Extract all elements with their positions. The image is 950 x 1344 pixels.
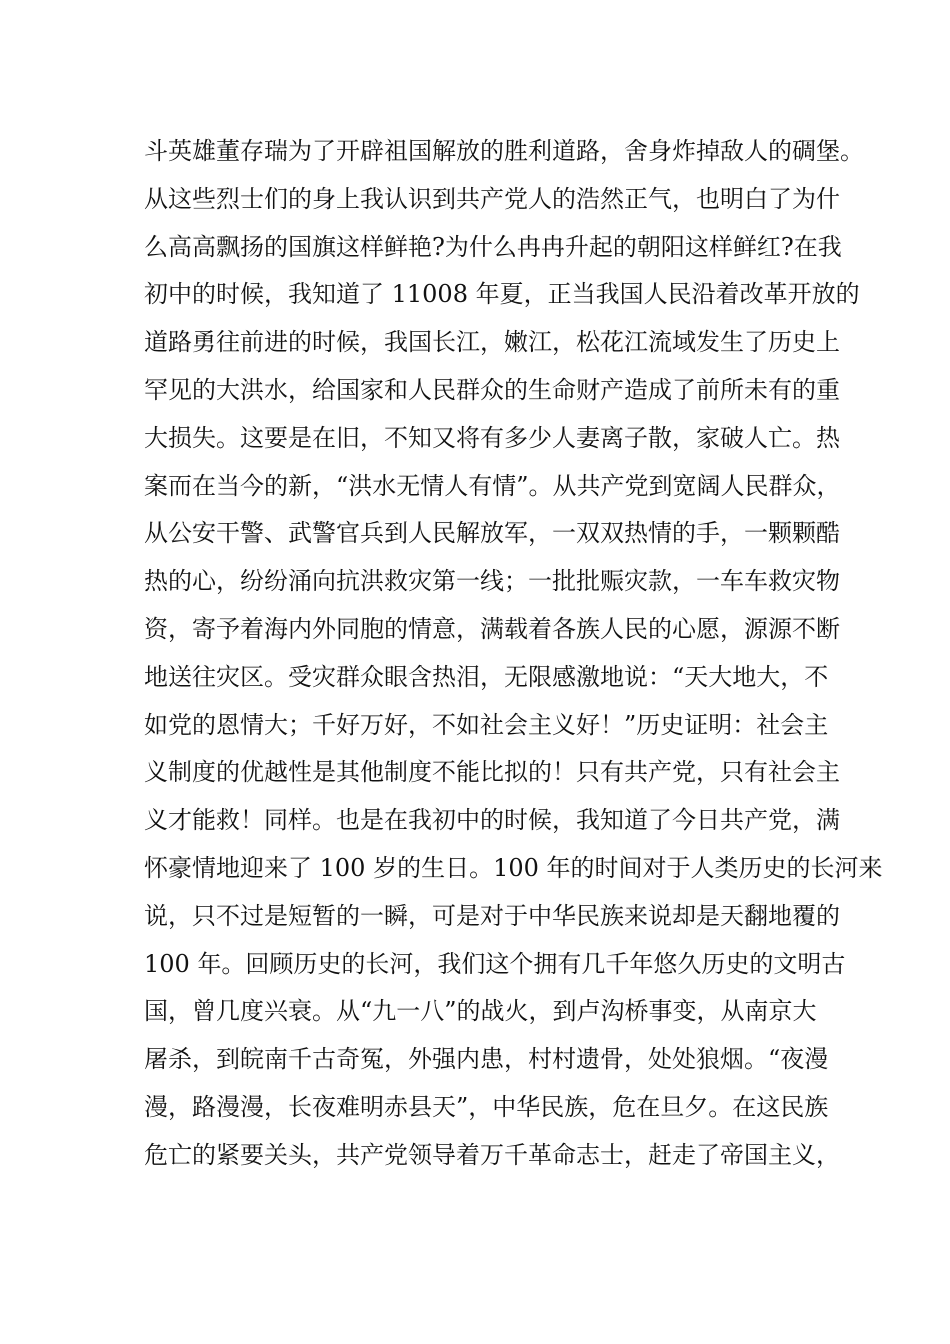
text-line-18: 100 年。回顾历史的长河，我们这个拥有几千年悠久历史的文明古 bbox=[144, 949, 846, 978]
text-line-3: 么高高飘扬的国旗这样鲜艳?为什么冉冉升起的朝阳这样鲜红?在我 bbox=[144, 232, 842, 261]
text-line-6: 罕见的大洪水，给国家和人民群众的生命财产造成了前所未有的重 bbox=[144, 375, 840, 404]
text-line-22: 危亡的紧要关头，共产党领导着万千革命志士，赶走了帝国主义， bbox=[144, 1140, 840, 1169]
text-line-4: 初中的时候，我知道了 11008 年夏，正当我国人民沿着改革开放的 bbox=[144, 280, 860, 309]
text-line-13: 如党的恩情大；千好万好，不如社会主义好！”历史证明：社会主 bbox=[144, 710, 829, 739]
text-line-8: 案而在当今的新，“洪水无情人有情”。从共产党到宽阔人民群众， bbox=[144, 471, 841, 500]
text-line-21: 漫，路漫漫，长夜难明赤县天”，中华民族，危在旦夕。在这民族 bbox=[144, 1092, 829, 1121]
text-line-19: 国，曾几度兴衰。从“九一八”的战火，到卢沟桥事变，从南京大 bbox=[144, 997, 817, 1026]
text-line-11: 资，寄予着海内外同胞的情意，满载着各族人民的心愿，源源不断 bbox=[144, 614, 840, 643]
text-line-5: 道路勇往前进的时候，我国长江，嫩江，松花江流域发生了历史上 bbox=[144, 328, 840, 357]
text-line-1: 斗英雄董存瑞为了开辟祖国解放的胜利道路，舍身炸掉敌人的碉堡。 bbox=[144, 137, 864, 165]
text-line-20: 屠杀，到皖南千古奇冤，外强内患，村村遗骨，处处狼烟。“夜漫 bbox=[144, 1045, 829, 1074]
body-text bbox=[144, 128, 883, 1180]
text-line-16: 怀豪情地迎来了 100 岁的生日。100 年的时间对于人类历史的长河来 bbox=[144, 853, 883, 882]
text-line-17: 说，只不过是短暂的一瞬，可是对于中华民族来说却是天翻地覆的 bbox=[144, 901, 840, 930]
text-line-2: 从这些烈士们的身上我认识到共产党人的浩然正气，也明白了为什 bbox=[144, 184, 840, 213]
text-line-9: 从公安干警、武警官兵到人民解放军，一双双热情的手，一颗颗酷 bbox=[144, 519, 840, 548]
text-line-12: 地送往灾区。受灾群众眼含热泪，无限感激地说：“天大地大，不 bbox=[144, 662, 829, 691]
text-line-10: 热的心，纷纷涌向抗洪救灾第一线；一批批赈灾款，一车车救灾物 bbox=[144, 567, 840, 596]
text-line-7: 大损失。这要是在旧，不知又将有多少人妻离子散，家破人亡。热 bbox=[144, 423, 840, 452]
text-line-15: 义才能救！同样。也是在我初中的时候，我知道了今日共产党，满 bbox=[144, 806, 840, 835]
text-line-14: 义制度的优越性是其他制度不能比拟的！只有共产党，只有社会主 bbox=[144, 758, 840, 787]
